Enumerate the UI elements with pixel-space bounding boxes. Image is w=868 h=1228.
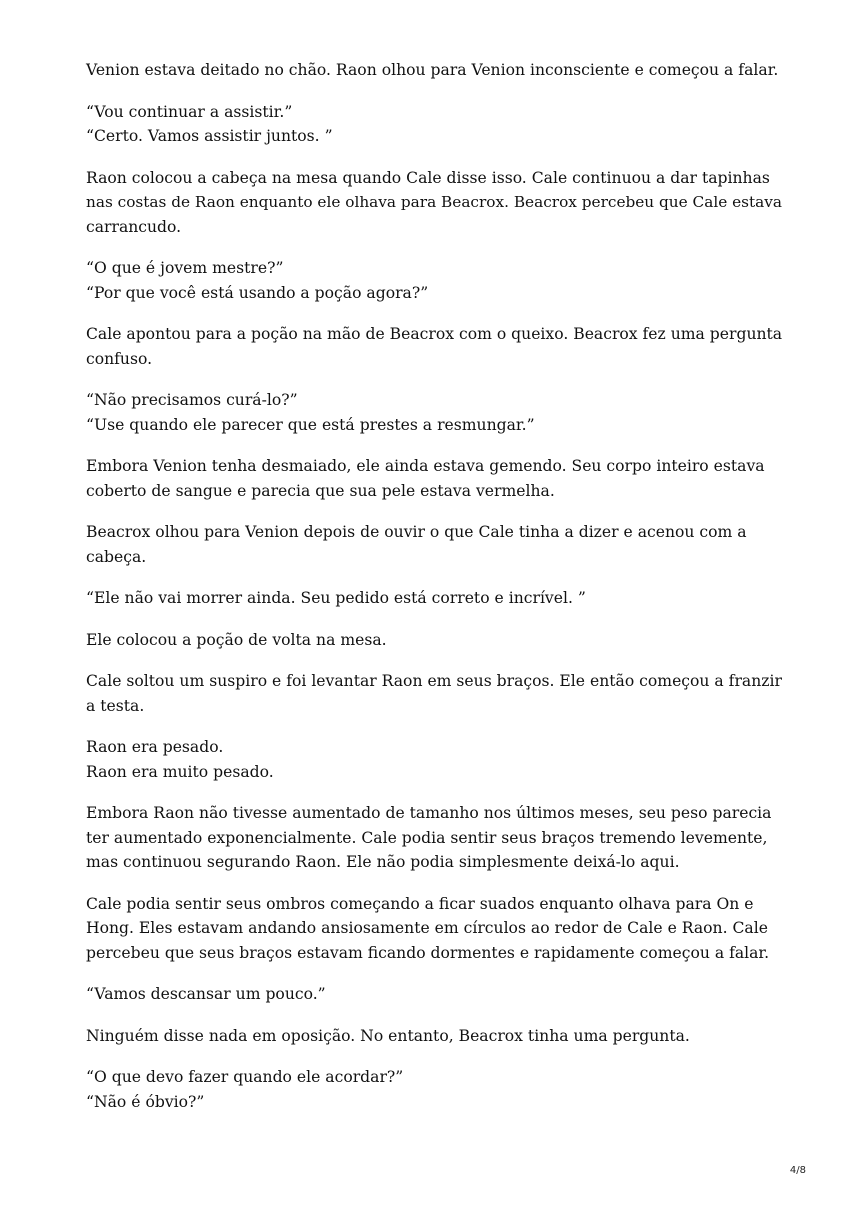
text-line: Embora Raon não tivesse aumentado de tamanho nos últimos meses, seu peso parecia — [86, 804, 772, 822]
text-line: Raon era muito pesado. — [86, 762, 274, 781]
paragraph — [86, 586, 786, 611]
text-line: carrancudo. — [86, 217, 182, 236]
text-line: Embora Venion tenha desmaiado, ele ainda estava gemendo. Seu corpo inteiro estava — [86, 457, 765, 475]
paragraph — [86, 256, 786, 305]
text-line: “Vou continuar a assistir.” — [86, 102, 293, 121]
text-line: ter aumentado exponencialmente. Cale podia sentir seus braços tremendo levemente, — [86, 828, 768, 847]
text-line: “Vamos descansar um pouco.” — [86, 985, 326, 1003]
text-line: Cale apontou para a poção na mão de Beacrox com o queixo. Beacrox fez uma pergunta — [86, 325, 783, 343]
paragraph — [86, 1024, 786, 1049]
paragraph — [86, 520, 786, 569]
paragraph — [86, 388, 786, 437]
text-line: Ninguém disse nada em oposição. No entanto, Beacrox tinha uma pergunta. — [86, 1026, 690, 1045]
document-body — [86, 58, 786, 1131]
text-line: Raon era pesado. — [86, 738, 224, 756]
text-line: a testa. — [86, 696, 145, 715]
text-line: “Certo. Vamos assistir juntos. ” — [86, 127, 333, 145]
text-line: “O que é jovem mestre?” — [86, 259, 284, 277]
text-line: Ele colocou a poção de volta na mesa. — [86, 630, 387, 649]
paragraph — [86, 628, 786, 653]
text-line: “O que devo fazer quando ele acordar?” — [86, 1068, 404, 1086]
paragraph — [86, 166, 786, 240]
paragraph — [86, 669, 786, 718]
paragraph — [86, 801, 786, 875]
text-line: Cale soltou um suspiro e foi levantar Raon em seus braços. Ele então começou a franzir — [86, 672, 782, 690]
paragraph — [86, 1065, 786, 1114]
text-line: coberto de sangue e parecia que sua pele estava vermelha. — [86, 481, 555, 500]
text-line: confuso. — [86, 349, 153, 368]
text-line: “Ele não vai morrer ainda. Seu pedido está correto e incrível. ” — [86, 589, 586, 607]
paragraph — [86, 982, 786, 1007]
page-number: 4/8 — [789, 1165, 806, 1176]
text-line: cabeça. — [86, 547, 147, 566]
text-line: Beacrox olhou para Venion depois de ouvir o que Cale tinha a dizer e acenou com a — [86, 523, 747, 541]
text-line: “Não precisamos curá-lo?” — [86, 391, 298, 409]
paragraph — [86, 735, 786, 784]
paragraph — [86, 322, 786, 371]
paragraph — [86, 58, 786, 83]
paragraph — [86, 100, 786, 149]
text-line: “Por que você está usando a poção agora?” — [86, 283, 429, 302]
paragraph — [86, 454, 786, 503]
text-line: Hong. Eles estavam andando ansiosamente em círculos ao redor de Cale e Raon. Cale — [86, 919, 768, 937]
text-line: mas continuou segurando Raon. Ele não podia simplesmente deixá-lo aqui. — [86, 853, 680, 871]
text-line: “Não é óbvio?” — [86, 1092, 205, 1111]
text-line: percebeu que seus braços estavam ficando dormentes e rapidamente começou a falar. — [86, 943, 770, 962]
paragraph — [86, 892, 786, 966]
text-line: “Use quando ele parecer que está prestes a resmungar.” — [86, 415, 535, 434]
text-line: Cale podia sentir seus ombros começando a ficar suados enquanto olhava para On e — [86, 894, 754, 913]
text-line: Venion estava deitado no chão. Raon olhou para Venion inconsciente e começou a falar. — [86, 61, 779, 79]
text-line: Raon colocou a cabeça na mesa quando Cale disse isso. Cale continuou a dar tapinhas — [86, 168, 770, 187]
text-line: nas costas de Raon enquanto ele olhava para Beacrox. Beacrox percebeu que Cale estava — [86, 193, 783, 211]
